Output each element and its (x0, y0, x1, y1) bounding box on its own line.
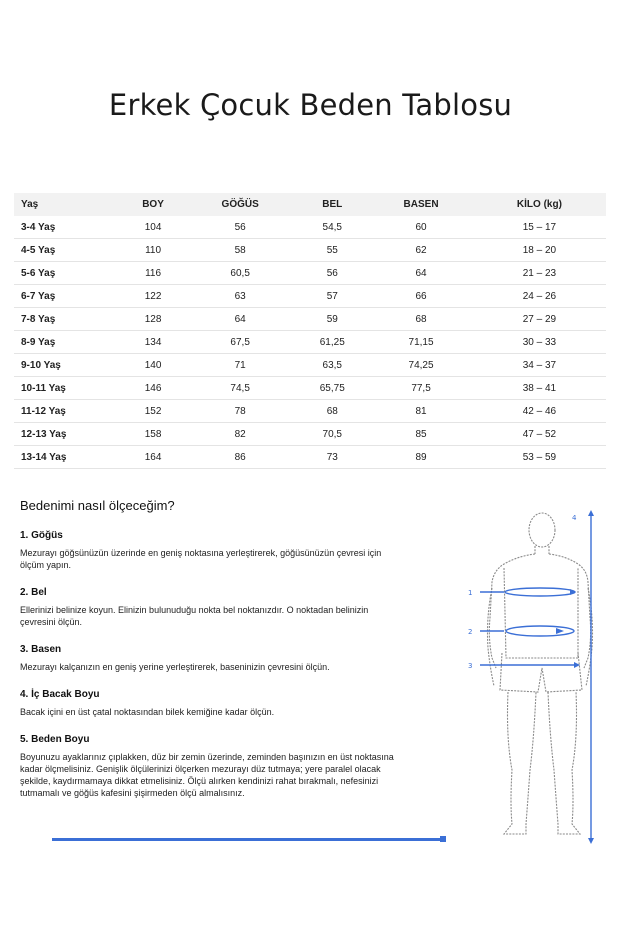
size-chart-table (14, 193, 606, 469)
table-cell: 110 (121, 239, 185, 262)
measuring-tape-line (52, 838, 444, 841)
column-header: Yaş (14, 193, 121, 216)
column-header: BOY (121, 193, 185, 216)
table-cell: 5-6 Yaş (14, 262, 121, 285)
table-cell: 15 – 17 (473, 216, 606, 239)
guide-section-title: 3. Basen (20, 644, 62, 655)
table-cell: 65,75 (295, 377, 369, 400)
table-cell: 73 (295, 446, 369, 469)
table-cell: 63,5 (295, 354, 369, 377)
table-cell: 77,5 (369, 377, 473, 400)
table-cell: 64 (185, 308, 295, 331)
table-row (14, 423, 606, 446)
table-cell: 86 (185, 446, 295, 469)
guide-section-text: Boyunuzu ayaklarınız çıplakken, düz bir zemin üzerinde, zeminden başınızın en üst noktasına kadar ölçmelisiniz. Genişlik ölçülerinizi ölçerken mezurayı düz tutmaya; yere paralel olacak şekilde, kaydırmamaya dikkat etmelisiniz. Ölçü alırken kendinizi rahat bırakmalı, nefesinizi tutmamalı ve göğüs kafesini şişirmeden ölçü almalısınız. (20, 752, 394, 798)
table-cell: 60,5 (185, 262, 295, 285)
table-row (14, 331, 606, 354)
table-cell: 74,25 (369, 354, 473, 377)
table-cell: 47 – 52 (473, 423, 606, 446)
table-row (14, 446, 606, 469)
table-cell: 9-10 Yaş (14, 354, 121, 377)
marker-label: 4 (572, 514, 577, 522)
table-cell: 30 – 33 (473, 331, 606, 354)
table-cell: 11-12 Yaş (14, 400, 121, 423)
table-cell: 64 (369, 262, 473, 285)
body-measurement-figure (460, 508, 610, 858)
table-cell: 21 – 23 (473, 262, 606, 285)
guide-section-title: 5. Beden Boyu (20, 734, 90, 745)
table-cell: 89 (369, 446, 473, 469)
table-cell: 116 (121, 262, 185, 285)
table-row (14, 239, 606, 262)
table-cell: 59 (295, 308, 369, 331)
table-cell: 71 (185, 354, 295, 377)
table-cell: 63 (185, 285, 295, 308)
guide-section-text: Mezurayı kalçanızın en geniş yerine yerleştirerek, baseninizin çevresini ölçün. (20, 662, 330, 672)
table-row (14, 354, 606, 377)
table-cell: 42 – 46 (473, 400, 606, 423)
table-cell: 134 (121, 331, 185, 354)
table-cell: 55 (295, 239, 369, 262)
table-cell: 78 (185, 400, 295, 423)
column-header: KİLO (kg) (473, 193, 606, 216)
table-cell: 54,5 (295, 216, 369, 239)
table-cell: 57 (295, 285, 369, 308)
table-cell: 60 (369, 216, 473, 239)
table-row (14, 216, 606, 239)
table-cell: 58 (185, 239, 295, 262)
table-cell: 158 (121, 423, 185, 446)
column-header: GÖĞÜS (185, 193, 295, 216)
marker-label: 2 (468, 628, 473, 636)
table-row (14, 262, 606, 285)
guide-section-text: Ellerinizi belinize koyun. Elinizin bulunuduğu nokta bel noktanızdır. O noktadan belinizin çevresini ölçün. (20, 605, 369, 627)
guide-section-title: 1. Göğüs (20, 530, 63, 541)
table-row (14, 285, 606, 308)
measuring-tape-end (440, 836, 446, 842)
table-cell: 85 (369, 423, 473, 446)
table-cell: 71,15 (369, 331, 473, 354)
table-cell: 62 (369, 239, 473, 262)
table-cell: 24 – 26 (473, 285, 606, 308)
column-header: BEL (295, 193, 369, 216)
guide-section-text: Mezurayı göğsünüzün üzerinde en geniş noktasına yerleştirerek, göğüsünüzün çevresi için ölçüm yapın. (20, 548, 382, 570)
table-cell: 128 (121, 308, 185, 331)
table-cell: 104 (121, 216, 185, 239)
guide-section-title: 2. Bel (20, 587, 47, 598)
table-cell: 27 – 29 (473, 308, 606, 331)
table-cell: 140 (121, 354, 185, 377)
guide-section-title: 4. İç Bacak Boyu (20, 689, 100, 700)
measurement-guide (20, 498, 400, 815)
table-cell: 61,25 (295, 331, 369, 354)
guide-section-text: Bacak içini en üst çatal noktasından bilek kemiğine kadar ölçün. (20, 707, 275, 717)
table-cell: 34 – 37 (473, 354, 606, 377)
table-cell: 164 (121, 446, 185, 469)
table-cell: 146 (121, 377, 185, 400)
table-cell: 8-9 Yaş (14, 331, 121, 354)
table-cell: 70,5 (295, 423, 369, 446)
column-header: BASEN (369, 193, 473, 216)
marker-label: 1 (468, 589, 473, 597)
table-cell: 4-5 Yaş (14, 239, 121, 262)
table-cell: 68 (369, 308, 473, 331)
table-cell: 12-13 Yaş (14, 423, 121, 446)
table-cell: 18 – 20 (473, 239, 606, 262)
table-cell: 38 – 41 (473, 377, 606, 400)
table-cell: 53 – 59 (473, 446, 606, 469)
table-cell: 82 (185, 423, 295, 446)
table-row (14, 377, 606, 400)
table-cell: 66 (369, 285, 473, 308)
table-header-row (14, 193, 606, 216)
table-cell: 13-14 Yaş (14, 446, 121, 469)
table-row (14, 308, 606, 331)
table-cell: 122 (121, 285, 185, 308)
marker-label: 3 (468, 662, 473, 670)
table-cell: 56 (295, 262, 369, 285)
table-cell: 6-7 Yaş (14, 285, 121, 308)
table-cell: 10-11 Yaş (14, 377, 121, 400)
table-cell: 56 (185, 216, 295, 239)
table-cell: 67,5 (185, 331, 295, 354)
table-cell: 3-4 Yaş (14, 216, 121, 239)
table-row (14, 400, 606, 423)
table-cell: 68 (295, 400, 369, 423)
table-cell: 7-8 Yaş (14, 308, 121, 331)
table-cell: 152 (121, 400, 185, 423)
table-cell: 74,5 (185, 377, 295, 400)
guide-heading: Bedenimi nasıl ölçeceğim? (20, 498, 175, 513)
page-title: Erkek Çocuk Beden Tablosu (108, 88, 513, 122)
table-cell: 81 (369, 400, 473, 423)
